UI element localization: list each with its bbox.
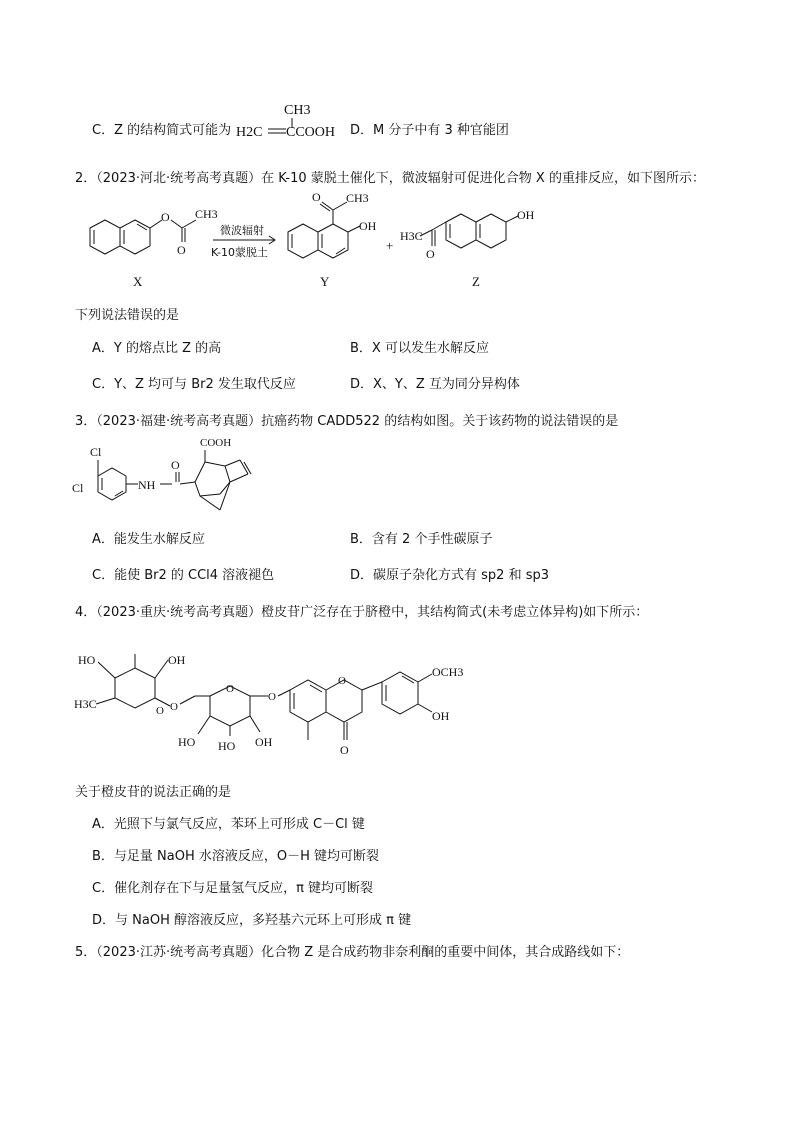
reaction-arrow: [211, 223, 275, 259]
plus-sign: +: [386, 238, 394, 253]
q1-option-c-formula: [232, 98, 347, 146]
svg-text:HO: HO: [218, 739, 236, 753]
q4-structure: [70, 628, 520, 773]
svg-text:Cl: Cl: [72, 481, 84, 495]
q2-prompt: 下列说法错误的是: [75, 308, 180, 323]
svg-text:OH: OH: [359, 219, 377, 233]
q4-option-c: C．催化剂存在下与足量氢气反应，π 键均可断裂: [92, 881, 374, 896]
q4-option-b: B．与足量 NaOH 水溶液反应，O－H 键均可断裂: [92, 849, 380, 864]
formula-h2c: H2C: [236, 125, 263, 140]
svg-text:OH: OH: [517, 208, 535, 222]
compound-z-structure: [400, 208, 535, 261]
svg-text:NH: NH: [138, 478, 156, 492]
svg-text:OCH3: OCH3: [432, 665, 464, 679]
label-x: X: [133, 274, 143, 289]
q3-option-d: D．碳原子杂化方式有 sp2 和 sp3: [350, 568, 549, 583]
q3-option-b: B．含有 2 个手性碳原子: [350, 532, 493, 547]
svg-text:O: O: [226, 683, 234, 695]
q1-option-d: D．M 分子中有 3 种官能团: [350, 123, 509, 138]
svg-text:O: O: [340, 743, 349, 757]
q2-reaction-scheme: [70, 190, 580, 295]
svg-text:K-10蒙脱土: K-10蒙脱土: [211, 246, 269, 259]
svg-text:H3C: H3C: [74, 697, 97, 711]
svg-text:微波辐射: 微波辐射: [220, 224, 264, 237]
svg-text:O: O: [156, 705, 164, 717]
svg-text:O: O: [426, 247, 435, 261]
compound-y-structure: [288, 190, 377, 258]
svg-text:HO: HO: [178, 735, 196, 749]
q5-stem: 5．（2023·江苏·统考高考真题）化合物 Z 是合成药物非奈利酮的重要中间体，其合成路线如下：: [75, 945, 630, 960]
q4-option-a: A．光照下与氯气反应，苯环上可形成 C－Cl 键: [92, 817, 365, 832]
svg-text:CH3: CH3: [195, 207, 218, 221]
q2-stem: 2．（2023·河北·统考高考真题）在 K-10 蒙脱土催化下，微波辐射可促进化合物 X 的重排反应，如下图所示：: [75, 171, 705, 186]
svg-text:H3C: H3C: [400, 229, 423, 243]
svg-text:CH3: CH3: [346, 191, 369, 205]
formula-ccooh: CCOOH: [286, 125, 336, 140]
compound-x-structure: [90, 207, 218, 257]
svg-text:O: O: [171, 458, 180, 472]
svg-text:O: O: [161, 210, 170, 224]
svg-text:OH: OH: [168, 653, 186, 667]
label-y: Y: [320, 274, 330, 289]
q2-option-d: D．X、Y、Z 互为同分异构体: [350, 377, 520, 392]
svg-text:O: O: [170, 701, 178, 713]
formula-ch3: CH3: [284, 103, 311, 118]
q1-option-c-label: C．Z 的结构简式可能为: [92, 123, 232, 138]
q3-structure: [70, 432, 290, 522]
q4-option-d: D．与 NaOH 醇溶液反应，多羟基六元环上可形成 π 键: [92, 913, 412, 928]
q4-prompt: 关于橙皮苷的说法正确的是: [75, 785, 232, 800]
q2-option-b: B．X 可以发生水解反应: [350, 341, 489, 356]
svg-text:HO: HO: [78, 653, 96, 667]
q2-option-a: A．Y 的熔点比 Z 的高: [92, 341, 222, 356]
q3-option-a: A．能发生水解反应: [92, 532, 205, 547]
svg-text:O: O: [312, 190, 321, 204]
svg-text:COOH: COOH: [200, 437, 232, 449]
svg-text:O: O: [177, 243, 186, 257]
svg-text:OH: OH: [432, 709, 450, 723]
q2-option-c: C．Y、Z 均可与 Br2 发生取代反应: [92, 377, 296, 392]
svg-text:OH: OH: [255, 735, 273, 749]
svg-text:O: O: [338, 675, 346, 687]
svg-text:Cl: Cl: [90, 445, 102, 459]
label-z: Z: [472, 274, 480, 289]
svg-text:O: O: [268, 691, 276, 703]
q3-option-c: C．能使 Br2 的 CCl4 溶液褪色: [92, 568, 275, 583]
q4-stem: 4．（2023·重庆·统考高考真题）橙皮苷广泛存在于脐橙中，其结构简式(未考虑立体异构)如下所示：: [75, 605, 649, 620]
q3-stem: 3．（2023·福建·统考高考真题）抗癌药物 CADD522 的结构如图。关于该药物的说法错误的是: [75, 414, 619, 429]
